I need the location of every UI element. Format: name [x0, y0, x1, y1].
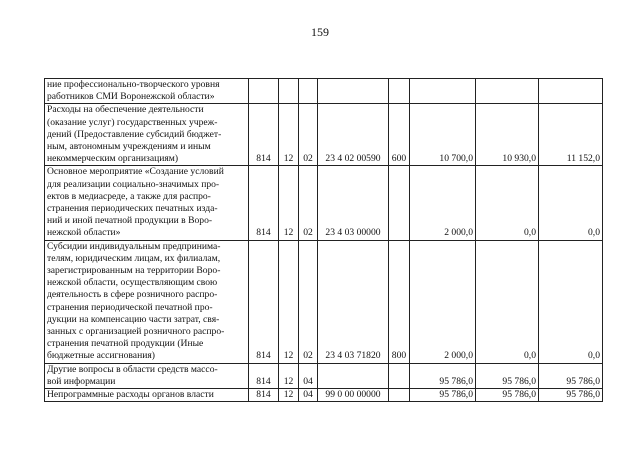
- section-cell: 12: [279, 389, 299, 402]
- table-row: [45, 389, 603, 402]
- amount-year3-cell: 95 786,0: [539, 363, 603, 388]
- section-cell: 12: [279, 363, 299, 388]
- section-cell: [279, 79, 299, 104]
- dept-code-cell: 814: [249, 389, 279, 402]
- amount-year2-cell: 10 930,0: [476, 104, 539, 166]
- amount-year2-cell: 95 786,0: [476, 363, 539, 388]
- subsection-cell: 04: [299, 389, 318, 402]
- amount-year1-cell: [410, 79, 476, 104]
- expense-type-cell: [389, 389, 410, 402]
- target-code-cell: [318, 363, 389, 388]
- row-description: Расходы на обеспечение деятельности (оказание услуг) государственных учреж- дений (Предоставление субсидий бюджет- ным, автономным учреждениям и иным некоммерческим организациям): [45, 104, 249, 166]
- dept-code-cell: [249, 79, 279, 104]
- amount-year3-cell: 0,0: [539, 240, 603, 363]
- amount-year1-cell: 95 786,0: [410, 363, 476, 388]
- section-cell: 12: [279, 166, 299, 240]
- target-code-cell: 23 4 02 00590: [318, 104, 389, 166]
- amount-year2-cell: [476, 79, 539, 104]
- table-row: [45, 104, 603, 166]
- target-code-cell: 23 4 03 00000: [318, 166, 389, 240]
- amount-year3-cell: 11 152,0: [539, 104, 603, 166]
- amount-year1-cell: 10 700,0: [410, 104, 476, 166]
- amount-year1-cell: 2 000,0: [410, 240, 476, 363]
- target-code-cell: 23 4 03 71820: [318, 240, 389, 363]
- amount-year1-cell: 95 786,0: [410, 389, 476, 402]
- row-description: Субсидии индивидуальным предпринима- телям, юридическим лицам, их филиалам, зарегистрированным на территории Воро- нежской области, осуществляющим свою деятельность в сфере розничного распро- странения периодической печатной про- дукции на компенсацию части затрат, свя- занных с организацией розничного распро- странения печатной продукции (Иные бюджетные ассигнования): [45, 240, 249, 363]
- row-description: Основное мероприятие «Создание условий для реализации социально-значимых про- ектов в медиасреде, а также для распро- странения периодических печатных изда- ний и иной печатной продукции в Воро- нежской области»: [45, 166, 249, 240]
- table-row: [45, 363, 603, 388]
- subsection-cell: 04: [299, 363, 318, 388]
- amount-year3-cell: 95 786,0: [539, 389, 603, 402]
- target-code-cell: [318, 79, 389, 104]
- row-description: ние профессионально-творческого уровня работников СМИ Воронежской области»: [45, 79, 249, 104]
- amount-year2-cell: 0,0: [476, 240, 539, 363]
- amount-year3-cell: 0,0: [539, 166, 603, 240]
- expense-type-cell: 600: [389, 104, 410, 166]
- expense-type-cell: [389, 79, 410, 104]
- amount-year2-cell: 95 786,0: [476, 389, 539, 402]
- dept-code-cell: 814: [249, 240, 279, 363]
- subsection-cell: 02: [299, 166, 318, 240]
- amount-year2-cell: 0,0: [476, 166, 539, 240]
- table-row: [45, 240, 603, 363]
- dept-code-cell: 814: [249, 363, 279, 388]
- subsection-cell: 02: [299, 240, 318, 363]
- row-description: Другие вопросы в области средств массо- вой информации: [45, 363, 249, 388]
- page-number: 159: [311, 25, 329, 39]
- row-description: Непрограммные расходы органов власти: [45, 389, 249, 402]
- subsection-cell: 02: [299, 104, 318, 166]
- table-row: [45, 79, 603, 104]
- expense-type-cell: 800: [389, 240, 410, 363]
- expense-type-cell: [389, 363, 410, 388]
- section-cell: 12: [279, 104, 299, 166]
- amount-year3-cell: [539, 79, 603, 104]
- dept-code-cell: 814: [249, 104, 279, 166]
- amount-year1-cell: 2 000,0: [410, 166, 476, 240]
- section-cell: 12: [279, 240, 299, 363]
- subsection-cell: [299, 79, 318, 104]
- target-code-cell: 99 0 00 00000: [318, 389, 389, 402]
- expense-type-cell: [389, 166, 410, 240]
- dept-code-cell: 814: [249, 166, 279, 240]
- table-row: [45, 166, 603, 240]
- budget-table: [44, 78, 603, 402]
